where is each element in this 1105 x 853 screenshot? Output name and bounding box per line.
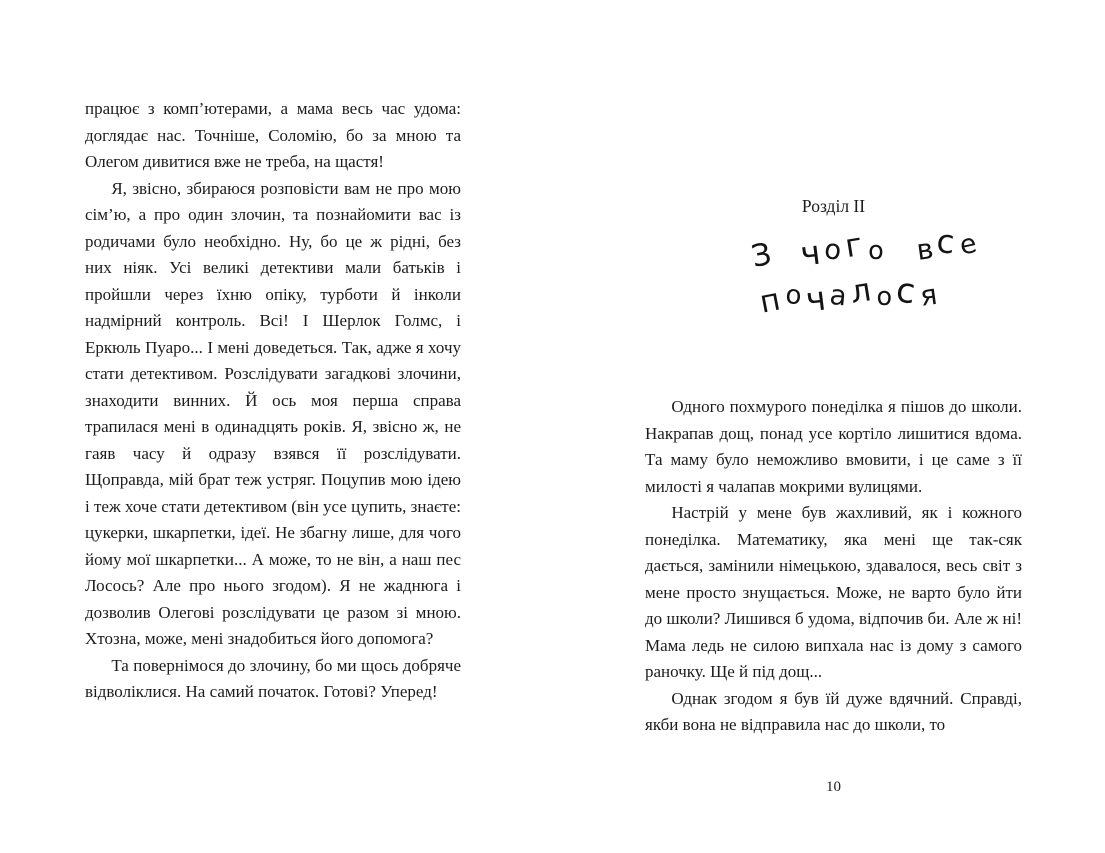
handwritten-title-line-1: З чого все [748, 221, 984, 275]
body-paragraph: Одного похмурого понеділка я пішов до школи. Накрапав дощ, понад усе кортіло лишитися вдома. Та маму було неможливо вмовити, і це саме з її милості я чалапав мокрими вулицями. [645, 397, 1022, 496]
right-page [645, 0, 1022, 853]
left-page [85, 0, 461, 853]
body-paragraph: Однак згодом я був їй дуже вдячний. Справді, якби вона не відправила нас до школи, то [645, 688, 1022, 734]
handwritten-title-line-2: почалося [756, 269, 944, 320]
right-page-body [645, 394, 1022, 739]
body-paragraph: Та повернімося до злочину, бо ми щось добряче відволіклися. На самий початок. Готові? Уперед! [85, 655, 461, 701]
handwritten-chapter-title [748, 221, 985, 320]
chapter-heading: Розділ II [801, 196, 866, 216]
body-paragraph: Я, звісно, збираюся розповісти вам не про мою сім’ю, а про один злочин, та познайомити вас із родичами було необхідно. Ну, бо це ж рідні, без них ніяк. Усі великі детективи мали батьків і пройшли через їхню опіку, турботи й інколи надмірний контроль. Всі! І Шерлок Голмс, і Еркюль Пуаро... І мені доведеться. Так, адже я хочу стати детективом. Розслідувати загадкові злочини, знаходити винних. Й ось моя перша справа трапилася мені в одинадцять років. Я, звісно ж, не гаяв часу й одразу взявся її розслідувати. Щоправда, мій брат теж устряг. Поцупив мою ідею і теж хоче стати детективом (він усе цупить, знаєте: цукерки, шкарпетки, ідеї. Не збагну лише, для чого йому мої шкарпетки... А може, то не він, а наш пес Лосось? Але про нього згодом). Я не жаднюга і дозволив Олегові розслідувати це разом зі мною. Хтозна, може, мені знадобиться його допомога? [85, 178, 461, 648]
page-number: 10 [826, 779, 841, 795]
body-paragraph: Настрій у мене був жахливий, як і кожного понеділка. Математику, яка мені ще так-сяк дається, замінили німецькою, здавалося, весь світ з мене просто знущається. Може, не варто було йти до школи? Лишився б удома, відпочив би. Але ж ні! Мама ледь не силою випхала нас із дому з самого раночку. Ще й під дощ... [645, 503, 1022, 681]
body-paragraph: працює з комп’ютерами, а мама весь час удома: доглядає нас. Точніше, Соломію, бо за мною та Олегом дивитися вже не треба, на щастя! [85, 99, 461, 171]
left-page-body [85, 96, 461, 706]
